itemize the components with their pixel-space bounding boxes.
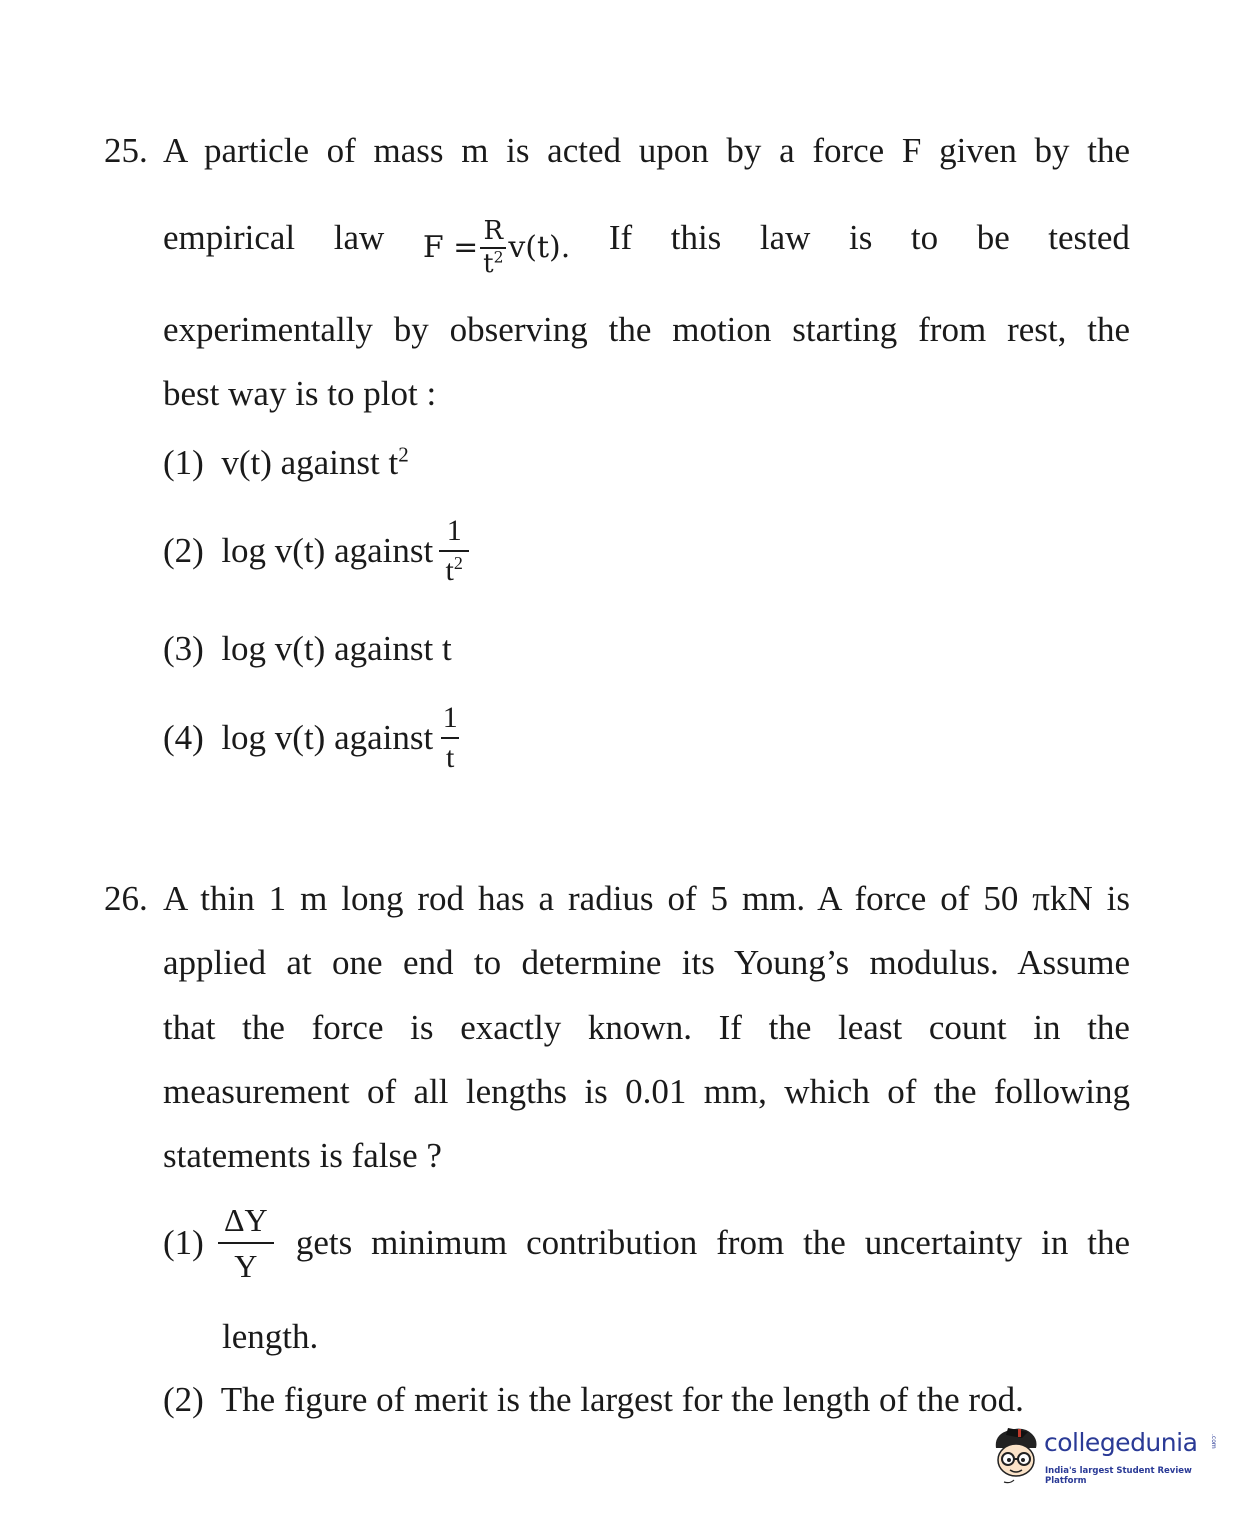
logo-wordmark: collegedunia: [1044, 1428, 1198, 1457]
q25-number: 25.: [104, 131, 148, 170]
q26-word: exactly: [460, 1008, 562, 1047]
q26-word: force: [311, 1008, 384, 1047]
q25-word: this: [670, 218, 722, 257]
fraction-bar: [439, 550, 469, 552]
q26-word: is: [410, 1008, 434, 1047]
q25-word: be: [976, 218, 1010, 257]
fraction-num: ΔY: [223, 1202, 268, 1238]
q25-word: law: [333, 218, 385, 257]
q25-word: empirical: [163, 218, 296, 257]
fraction-bar: [441, 737, 459, 739]
student-mascot-icon: [988, 1426, 1044, 1486]
q25-line1: [163, 131, 1130, 171]
q25-formula-den: $t^2$: [483, 248, 504, 279]
q25-word: to: [910, 218, 939, 257]
q26-word: that: [163, 1008, 216, 1047]
q26-line4-text: measurement of all lengths is 0.01 mm, which of the following: [163, 1072, 1130, 1111]
q26-line5: statements is false ?: [163, 1136, 442, 1175]
q26-number: 26.: [104, 879, 148, 918]
option-label: (2): [163, 1380, 204, 1419]
q26-option-2: [163, 1380, 1024, 1420]
option-fraction: [441, 703, 459, 773]
option-text: log v(t) against: [221, 718, 434, 757]
q25-formula-rhs: v(t).: [508, 229, 571, 265]
option-label: (2): [163, 531, 204, 570]
option-fraction: [218, 1204, 274, 1282]
q25-option-4: [163, 703, 459, 773]
q25-formula-lhs: F =: [422, 229, 479, 265]
collegedunia-logo[interactable]: [988, 1426, 1218, 1486]
option-text: log v(t) against t: [221, 629, 452, 668]
option-label: (1): [163, 1223, 204, 1262]
q25-formula: [423, 218, 570, 277]
q25-word: is: [848, 218, 873, 257]
q26-line2: [163, 943, 1130, 983]
q26-word: the: [242, 1008, 285, 1047]
q25-formula-num: R: [483, 216, 504, 246]
q25-line2: [163, 218, 1130, 277]
q25-word: law: [759, 218, 811, 257]
q26-word: If: [718, 1008, 742, 1047]
option-label: (3): [163, 629, 204, 668]
logo-suffix: .com: [1210, 1434, 1217, 1449]
fraction-den: t: [446, 741, 455, 774]
q26-word: known.: [587, 1008, 692, 1047]
q25-option-1: [163, 443, 409, 483]
q26-word: least: [838, 1008, 903, 1047]
option-text: v(t) against $t^2$: [221, 442, 409, 482]
q25-word: If: [608, 218, 633, 257]
fraction-bar: [218, 1242, 274, 1244]
q26-option-1-cont: length.: [222, 1317, 319, 1356]
q25-option-3: [163, 629, 452, 669]
q26-word: in: [1033, 1008, 1061, 1047]
q26-line1: [163, 879, 1130, 919]
q25-word: tested: [1048, 218, 1130, 257]
q25-line3-text: experimentally by observing the motion starting from rest, the: [163, 310, 1130, 349]
q25-option-2: [163, 516, 469, 586]
option-text: The figure of merit is the largest for the length of the rod.: [220, 1380, 1024, 1419]
logo-tagline: India's largest Student Review Platform: [1045, 1466, 1192, 1486]
q26-word: the: [1087, 1008, 1130, 1047]
option-fraction: [439, 516, 469, 586]
fraction-num: 1: [442, 701, 458, 734]
q25-line1-text: A particle of mass m is acted upon by a force F given by the: [163, 131, 1130, 170]
q26-line4: [163, 1072, 1130, 1112]
q26-line3: [163, 1008, 1130, 1048]
fraction-den: Y: [234, 1248, 258, 1284]
fraction-den: $t^2$: [445, 553, 463, 587]
q26-word: count: [928, 1008, 1007, 1047]
q25-formula-fraction: [480, 218, 506, 277]
option-text: gets minimum contribution from the uncertainty in the: [295, 1223, 1130, 1262]
q26-option-1: [163, 1204, 1130, 1282]
q25-line4: best way is to plot :: [163, 374, 437, 413]
q26-word: the: [768, 1008, 812, 1047]
q26-line1-text: A thin 1 m long rod has a radius of 5 mm. A force of 50 πkN is: [163, 879, 1130, 918]
option-label: (1): [163, 443, 204, 482]
q25-line3: [163, 310, 1130, 350]
option-text: log v(t) against: [221, 531, 434, 570]
fraction-num: 1: [446, 514, 462, 547]
option-label: (4): [163, 718, 204, 757]
q26-line2-text: applied at one end to determine its Young’s modulus. Assume: [163, 943, 1130, 982]
